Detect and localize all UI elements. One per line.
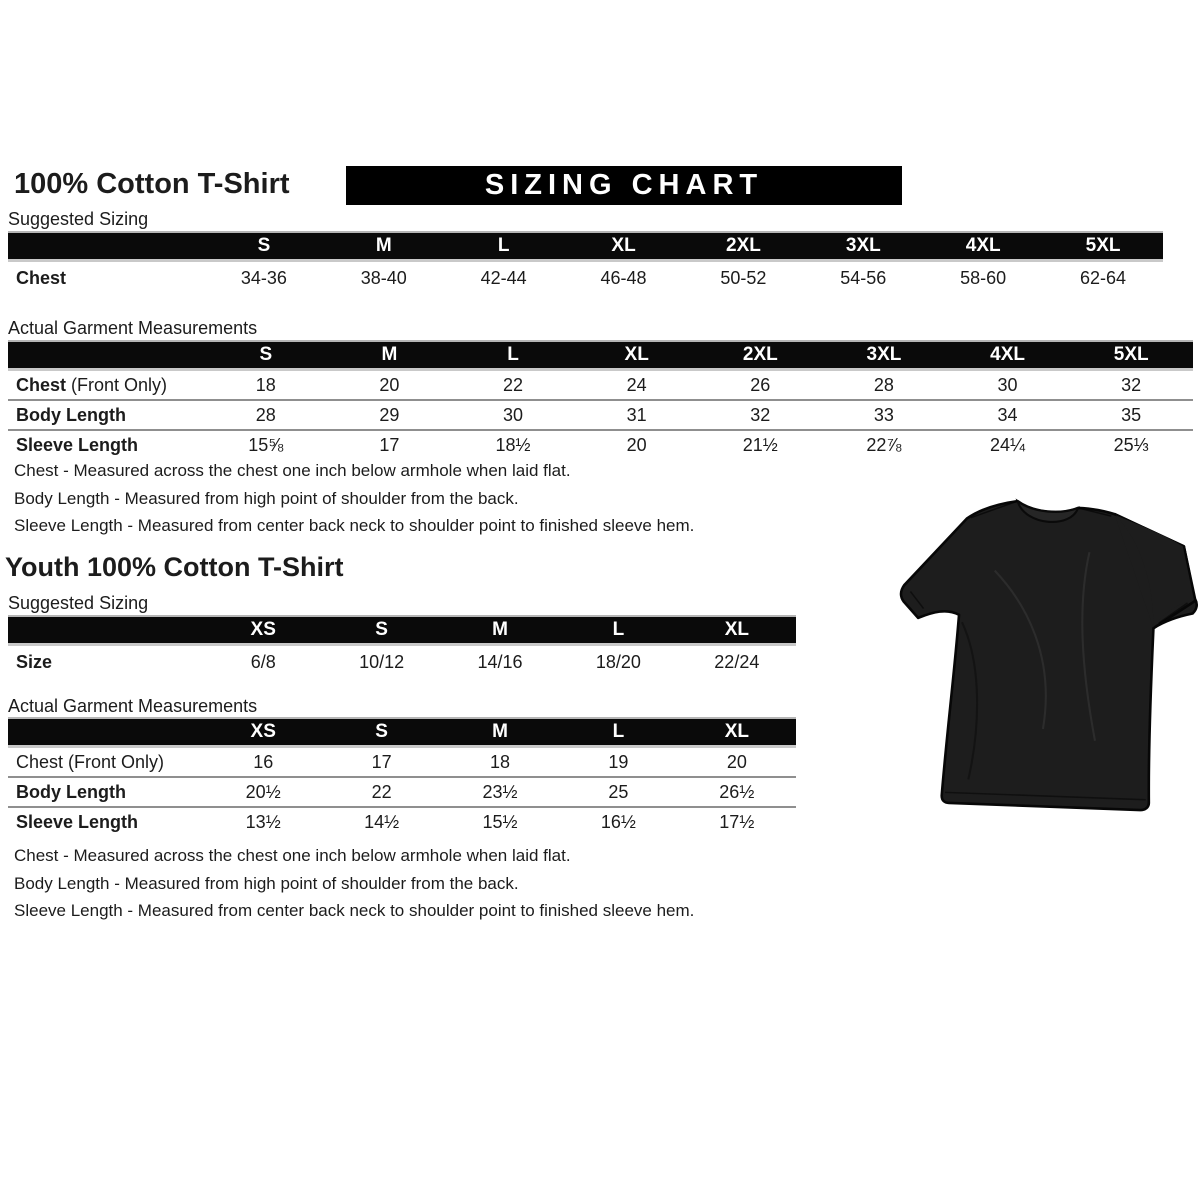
table-cell: 14½ [364,811,400,832]
size-col-header: XL [724,721,749,742]
table-cell: 35 [1121,404,1142,425]
table-cell: 23½ [482,781,518,802]
youth-title: Youth 100% Cotton T-Shirt [5,552,344,582]
table-cell: 17 [371,751,392,772]
table-cell: 18 [255,374,276,395]
tshirt-graphic [888,477,1200,824]
table-cell: 21½ [742,434,778,455]
table-cell: 20 [726,751,747,772]
note-line: Chest - Measured across the chest one inch below armhole when laid flat. [14,461,571,480]
adult-actual-measurements-table [8,340,1193,459]
size-col-header: XL [611,235,636,256]
black-tshirt-image [888,477,1200,824]
table-cell: 62-64 [1080,267,1127,288]
table-cell: 28 [255,404,276,425]
adult-sleeve-length-row [8,431,1193,459]
table-cell: 50-52 [720,267,767,288]
table-cell: 17½ [719,811,755,832]
size-col-header: 2XL [726,235,761,256]
table-cell: 22/24 [714,651,760,672]
table-cell: 19 [608,751,629,772]
size-col-header: S [375,619,388,640]
size-col-header: XS [250,721,276,742]
row-label: Size [16,651,53,672]
adult-measurement-notes [14,457,694,540]
table-cell: 20 [626,434,647,455]
youth-actual-measurements-label: Actual Garment Measurements [8,696,258,716]
adult-actual-header-row [8,340,1193,371]
youth-measurement-notes [14,842,694,925]
table-cell: 25 [608,781,629,802]
note-line: Body Length - Measured from high point of shoulder from the back. [14,488,519,508]
table-cell: 22⅞ [866,434,902,455]
adult-chest-front-only-row [8,371,1193,401]
table-cell: 30 [997,374,1018,395]
table-cell: 18/20 [595,651,641,672]
table-cell: 33 [873,404,894,425]
sizing-chart-banner [346,166,902,205]
size-col-header: 3XL [866,344,902,365]
size-col-header: M [492,721,508,742]
table-cell: 34-36 [240,267,287,288]
adult-suggested-sizing-table [8,231,1163,294]
table-cell: 18 [490,751,511,772]
row-label: Chest [16,267,67,288]
table-cell: 34 [997,404,1018,425]
table-cell: 32 [750,404,771,425]
table-cell: 16 [253,751,274,772]
size-col-header: L [612,619,625,640]
row-label: Sleeve Length [16,434,139,455]
row-label [8,375,204,396]
youth-suggested-sizing-table [8,615,796,678]
table-cell: 30 [503,404,524,425]
table-cell: 15⅝ [248,434,284,455]
youth-sleeve-length-row [8,808,796,836]
size-col-header: XL [724,619,749,640]
youth-body-length-row [8,778,796,808]
table-cell: 29 [379,404,400,425]
table-cell: 38-40 [360,267,407,288]
size-col-header: XS [250,619,276,640]
youth-chest-front-only-row [8,748,796,778]
note-line: Body Length - Measured from high point of shoulder from the back. [14,873,519,893]
size-col-header: M [381,344,398,365]
size-col-header: 3XL [845,235,881,256]
size-col-header: M [375,235,392,256]
size-col-header: S [259,344,273,365]
table-cell: 42-44 [480,267,527,288]
note-line: Chest - Measured across the chest one inch below armhole when laid flat. [14,846,571,865]
size-col-header: 2XL [742,344,778,365]
table-cell: 24¼ [990,434,1026,455]
table-cell: 22 [503,374,524,395]
youth-suggested-header-row [8,615,796,646]
table-cell: 31 [626,404,647,425]
table-cell: 18½ [495,434,531,455]
table-cell: 20½ [245,781,281,802]
table-cell: 10/12 [359,651,405,672]
table-cell: 58-60 [960,267,1007,288]
size-col-header: L [507,344,519,365]
table-cell: 26½ [719,781,755,802]
row-label-main: Chest [16,374,67,395]
table-cell: 22 [371,781,392,802]
row-label: Sleeve Length [16,811,139,832]
table-cell: 20 [379,374,400,395]
size-col-header: L [612,721,625,742]
size-col-header: L [497,235,510,256]
row-label: Chest (Front Only) [16,751,165,772]
size-col-header: 4XL [965,235,1001,256]
table-cell: 24 [626,374,647,395]
youth-size-row [8,646,796,678]
size-col-header: 4XL [990,344,1025,365]
table-cell: 13½ [245,811,281,832]
size-col-header: S [257,235,271,256]
youth-actual-measurements-table [8,717,796,836]
adult-suggested-sizing-label: Suggested Sizing [8,209,149,229]
youth-suggested-sizing-label: Suggested Sizing [8,593,149,613]
table-cell: 17 [379,434,400,455]
table-cell: 32 [1121,374,1142,395]
size-col-header: M [492,619,508,640]
adult-body-length-row [8,401,1193,431]
size-col-header: 5XL [1085,235,1121,256]
note-line: Sleeve Length - Measured from center back neck to shoulder point to finished sleeve hem. [14,516,695,535]
table-cell: 54-56 [840,267,887,288]
sizing-chart-banner-label: SIZING CHART [484,169,764,201]
size-col-header: XL [624,344,649,365]
table-cell: 46-48 [600,267,647,288]
row-label-suffix: (Front Only) [66,374,168,395]
size-col-header: S [375,721,388,742]
adult-suggested-header-row [8,231,1163,262]
note-line: Sleeve Length - Measured from center back neck to shoulder point to finished sleeve hem. [14,901,695,920]
table-cell: 6/8 [250,651,276,672]
table-cell: 14/16 [477,651,523,672]
table-cell: 26 [750,374,771,395]
table-cell: 16½ [600,811,636,832]
adult-actual-measurements-label: Actual Garment Measurements [8,318,258,338]
adult-chest-row [8,262,1163,294]
youth-actual-header-row [8,717,796,748]
row-label: Body Length [16,781,126,802]
table-cell: 28 [873,374,894,395]
table-cell: 25⅓ [1113,434,1149,455]
row-label: Body Length [16,404,126,425]
table-cell: 15½ [482,811,518,832]
adult-title: 100% Cotton T-Shirt [14,168,290,200]
size-col-header: 5XL [1113,344,1149,365]
